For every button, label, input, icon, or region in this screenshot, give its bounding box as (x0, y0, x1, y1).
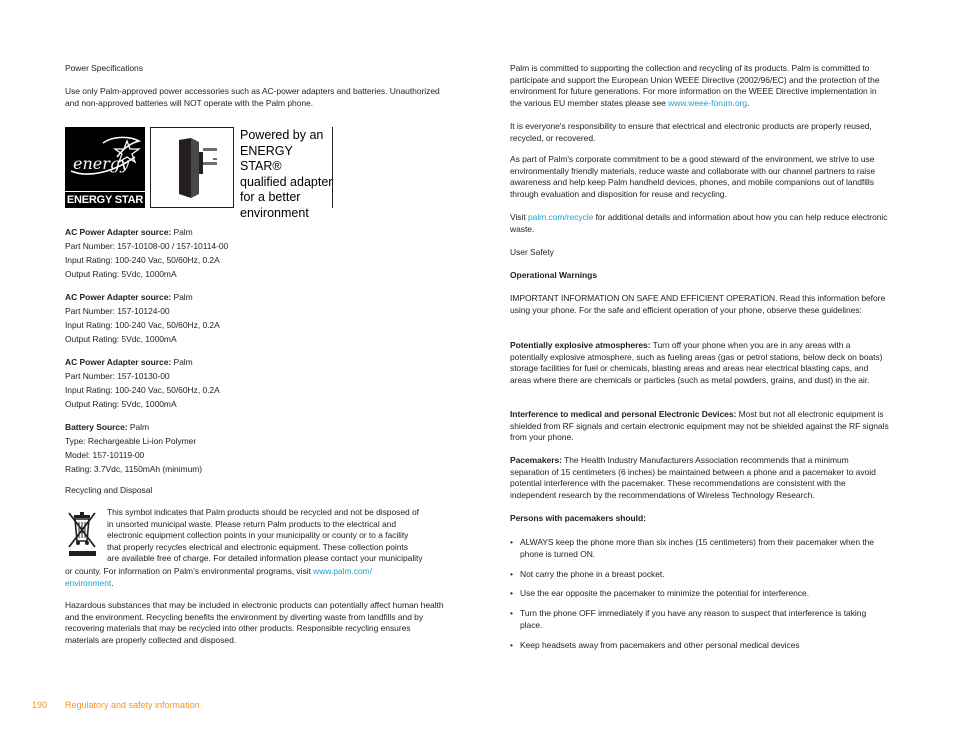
section-title: Regulatory and safety information (65, 700, 200, 710)
bullet-icon: • (510, 537, 513, 547)
explosive-text: Turn off your phone when you are in any areas with a potentially explosive atmosphere, such as fueling areas (gas or petrol stations, below deck on boats) storage facilities for fuel or chemicals, blasting areas and areas near electrical blasting caps, and areas where there are chemicals or particles (such as metal powders, grains, and dust) in the air. (510, 340, 883, 385)
recycling-line: electronic equipment collection points in your municipality or county or to a facility (107, 530, 409, 540)
spec-line: Part Number: 157-10124-00 (65, 306, 170, 316)
battery-spec (65, 420, 445, 476)
adapter-spec-2 (65, 290, 445, 346)
important-information-paragraph: IMPORTANT INFORMATION ON SAFE AND EFFICIENT OPERATION. Read this information before using your phone. For the safe and efficient operation of your phone, observe these guidelines: (510, 293, 886, 315)
spec-line: Output Rating: 5Vdc, 1000mA (65, 399, 177, 409)
spec-line: Input Rating: 100-240 Vac, 50/60Hz, 0.2A (65, 385, 220, 395)
spec-source: Palm (171, 357, 193, 367)
commitment-paragraph: As part of Palm's corporate commitment to be a good steward of the environment, we strive to use environmentally friendly materials, reduce waste and collaborate with our channel partners to raise awareness and help keep Palm handheld devices, phones, and mobile companions out of landfills through evaluation and disposition for reuse and recycling. (510, 154, 875, 199)
recycling-tail-text: or county. For information on Palm’s environmental programs, visit (65, 566, 314, 576)
spec-line: Output Rating: 5Vdc, 1000mA (65, 334, 177, 344)
visit-text: Visit (510, 212, 528, 222)
bullet-icon: • (510, 588, 513, 598)
adapter-spec-3 (65, 355, 445, 411)
spec-line: Part Number: 157-10130-00 (65, 371, 170, 381)
responsibility-paragraph: It is everyone's responsibility to ensure that electrical and electronic products are properly reused, recycled, or recovered. (510, 121, 872, 143)
energy-script-text: energy (73, 154, 130, 173)
recycling-heading: Recycling and Disposal (65, 485, 153, 495)
spec-source: Palm (171, 292, 193, 302)
energy-star-promo (240, 128, 335, 221)
list-item-text: ALWAYS keep the phone more than six inches (15 centimeters) from their pacemaker when the phone is turned ON. (520, 537, 874, 559)
explosive-label: Potentially explosive atmospheres: (510, 340, 651, 350)
visit-text-end: for additional details and information about how you can help reduce electronic waste. (510, 212, 888, 234)
energy-star-icon (65, 127, 145, 191)
interference-paragraph (510, 409, 890, 444)
recycling-tail (65, 566, 445, 589)
spec-line: Type: Rechargeable Li-ion Polymer (65, 436, 197, 446)
spec-source: Palm (171, 227, 193, 237)
persons-with-pacemakers-heading: Persons with pacemakers should: (510, 513, 646, 523)
list-item-text: Use the ear opposite the pacemaker to minimize the potential for interference. (520, 588, 810, 598)
spec-label: AC Power Adapter source: (65, 292, 172, 302)
hazardous-substances-paragraph: Hazardous substances that may be included in electronic products can potentially affect human health and the environment. Recycling benefits the environment by diverting waste from landfills and by recovering materials that may be recycled into other products. Responsible recycling ensures materials are properly collected and disposed. (65, 600, 444, 645)
user-safety-heading: User Safety (510, 247, 554, 257)
adapter-illustration (150, 127, 234, 208)
period: . (747, 97, 750, 108)
bullet-icon: • (510, 569, 513, 579)
promo-line: for a better (240, 190, 301, 204)
spec-line: Model: 157-10119-00 (65, 450, 145, 460)
power-specifications-paragraph: Use only Palm-approved power accessories such as AC-power adapters and batteries. Unauthorized and non-approved batteries will NOT operate with the Palm phone. (65, 86, 440, 108)
promo-line: ENERGY STAR® (240, 143, 293, 173)
visit-paragraph (510, 212, 890, 235)
list-item-text: Not carry the phone in a breast pocket. (520, 569, 665, 579)
promo-line: environment (240, 205, 309, 220)
bullet-icon: • (510, 640, 513, 650)
weee-paragraph (510, 63, 890, 109)
list-item-text: Keep headsets away from pacemakers and other personal medical devices (520, 640, 800, 650)
interference-label: Interference to medical and personal Electronic Devices: (510, 409, 737, 419)
palm-environment-link[interactable]: www.palm.com/ (313, 566, 373, 576)
pacemakers-text: The Health Industry Manufacturers Association recommends that a minimum separation of 15 centimeters (6 inches) be maintained between a phone and a pacemaker to avoid potential interference with the pacemaker. These recommendations are consistent with the independent research by the recommendations of Wireless Technology Research. (510, 455, 876, 500)
recycling-line: This symbol indicates that Palm products should be recycled and not be disposed of (107, 507, 419, 517)
recycling-line: are available free of charge. For detailed information please contact your municipality (107, 553, 423, 563)
promo-line: Powered by an (240, 128, 324, 142)
spec-line: Rating: 3.7Vdc, 1150mAh (minimum) (65, 464, 203, 474)
weee-text: Palm is committed to supporting the collection and recycling of its products. Palm is committed to participate and support the European Union WEEE Directive (2002/96/EC) and the protection of the environment for future generations. For more information on the WEEE Directive implementation in the various EU member states please see (510, 63, 880, 108)
operational-warnings-heading: Operational Warnings (510, 270, 598, 280)
explosive-atmospheres-paragraph (510, 340, 890, 386)
interference-text: Most but not all electronic equipment is shielded from RF signals and certain electronic equipment may not be shielded against the RF signals from your phone. (510, 409, 889, 442)
spec-source: Palm (127, 422, 150, 432)
recycling-line: in unsorted municipal waste. Please return Palm products to the electrical and (107, 518, 397, 529)
spec-label: AC Power Adapter source: (65, 357, 172, 367)
period: . (111, 577, 114, 588)
spec-line: Input Rating: 100-240 Vac, 50/60Hz, 0.2A (65, 255, 220, 265)
spec-line: Output Rating: 5Vdc, 1000mA (65, 269, 177, 279)
page-number: 190 (32, 700, 48, 710)
list-item-text: Turn the phone OFF immediately if you have any reason to suspect that interference is taking place. (520, 608, 867, 630)
recycling-paragraph (107, 507, 487, 565)
promo-line: qualified adapter (240, 174, 333, 189)
palm-environment-link-cont[interactable]: environment (65, 577, 112, 588)
promo-divider (332, 127, 333, 208)
bullet-icon: • (510, 608, 513, 618)
energy-star-logo (65, 127, 145, 208)
recycling-line: that properly recycles electrical and electronic equipment. These collection points (107, 541, 408, 552)
power-specifications-heading: Power Specifications (65, 63, 143, 73)
adapter-spec-1 (65, 225, 445, 281)
pacemakers-label: Pacemakers: (510, 455, 562, 465)
power-adapter-icon (151, 128, 235, 209)
spec-label: Battery Source: (65, 422, 128, 432)
spec-line: Input Rating: 100-240 Vac, 50/60Hz, 0.2A (65, 320, 220, 330)
weee-forum-link[interactable]: www.weee-forum.org (668, 97, 748, 108)
energy-star-label: ENERGY STAR (65, 191, 145, 208)
pacemakers-paragraph (510, 455, 890, 501)
palm-recycle-link[interactable]: palm.com/recycle (527, 212, 594, 222)
spec-label: AC Power Adapter source: (65, 227, 172, 237)
spec-line: Part Number: 157-10108-00 / 157-10114-00 (65, 241, 229, 251)
crossed-out-wheelie-bin-icon (65, 509, 99, 557)
